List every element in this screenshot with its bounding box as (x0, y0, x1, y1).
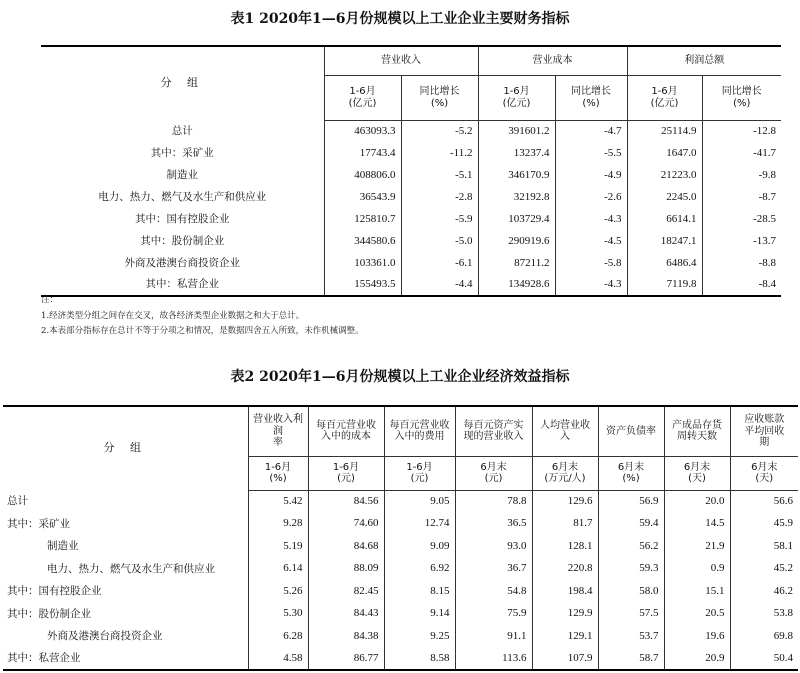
row-label: 其中：私营企业 (3, 648, 248, 671)
table2-title: 表2 2020年1—6月份规模以上工业企业经济效益指标 (230, 369, 570, 385)
table-cell: 91.1 (455, 625, 532, 648)
table-cell: 0.9 (664, 558, 730, 581)
header-line: (%) (430, 97, 449, 109)
table-cell: 69.8 (730, 625, 798, 648)
table2-unit-header (308, 456, 384, 490)
table-cell: -2.8 (401, 186, 478, 208)
header-line: 平均回收 (744, 425, 785, 437)
header-line: (天) (755, 473, 774, 484)
table2-column-header (730, 406, 798, 456)
table-row (41, 164, 781, 186)
table2-column-header (384, 406, 455, 456)
table-cell: -4.5 (555, 230, 627, 252)
header-line: (%) (269, 473, 287, 484)
header-line: (元) (337, 473, 355, 484)
table-cell: -4.3 (555, 274, 627, 296)
table-cell: 129.1 (532, 625, 598, 648)
table2-unit-header (248, 456, 308, 490)
table1-group-header: 分 组 (41, 46, 324, 120)
table-cell: 9.05 (384, 490, 455, 513)
table-cell: 12.74 (384, 513, 455, 536)
table-cell: 45.2 (730, 558, 798, 581)
table-row (3, 603, 798, 626)
table-cell: 6.14 (248, 558, 308, 581)
header-line: 1-6月 (406, 461, 433, 473)
header-line: 6月末 (683, 461, 711, 473)
table-cell: 53.7 (598, 625, 664, 648)
table-cell: 463093.3 (324, 120, 401, 142)
table-cell: 103729.4 (478, 208, 555, 230)
table-cell: -9.8 (702, 164, 781, 186)
table-cell: 56.2 (598, 535, 664, 558)
table-cell: -4.9 (555, 164, 627, 186)
row-label: 其中：股份制企业 (7, 607, 91, 620)
table2-unit-header (730, 456, 798, 490)
header-line: 1-6月 (264, 461, 292, 473)
table-cell: 54.8 (455, 580, 532, 603)
table-cell: -5.5 (555, 142, 627, 164)
table-cell: 344580.6 (324, 230, 401, 252)
table-cell: 391601.2 (478, 120, 555, 142)
header-line: 1-6月 (332, 461, 360, 473)
header-line: 入中的费用 (394, 431, 445, 443)
header-line: 6月末 (480, 461, 507, 473)
header-line: (亿元) (650, 97, 679, 109)
table-cell: 9.25 (384, 625, 455, 648)
table-cell: 88.09 (308, 558, 384, 581)
header-line: 6月末 (551, 461, 579, 473)
table-cell: 20.0 (664, 490, 730, 513)
header-line: (元) (484, 473, 503, 484)
table-cell: 346170.9 (478, 164, 555, 186)
header-line: (%) (582, 97, 600, 109)
table-cell: 21.9 (664, 535, 730, 558)
table-cell: 6.92 (384, 558, 455, 581)
table-cell: 45.9 (730, 513, 798, 536)
table-cell: -13.7 (702, 230, 781, 252)
table-cell: 82.45 (308, 580, 384, 603)
table-cell: 25114.9 (627, 120, 702, 142)
table-cell: 46.2 (730, 580, 798, 603)
table2-column-header (308, 406, 384, 456)
table-cell: 32192.8 (478, 186, 555, 208)
row-label: 其中：采矿业 (7, 517, 70, 530)
table-cell: -41.7 (702, 142, 781, 164)
table-cell: 129.9 (532, 603, 598, 626)
header-line: 率 (273, 437, 283, 448)
table-cell: -5.8 (555, 252, 627, 274)
table-cell: 1647.0 (627, 142, 702, 164)
header-line: 同比增长 (419, 86, 460, 97)
table1-note-2: 2.本表部分指标存在总计不等于分项之和情况，是数据四舍五入所致，未作机械调整。 (41, 326, 364, 336)
table-cell: 36543.9 (324, 186, 401, 208)
header-line: 入中的成本 (321, 431, 371, 443)
table-cell: 5.30 (248, 603, 308, 626)
table-cell: 4.58 (248, 648, 308, 671)
table2-column-header (455, 406, 532, 456)
table-cell: -2.6 (555, 186, 627, 208)
table-cell: -11.2 (401, 142, 478, 164)
table-cell: 2245.0 (627, 186, 702, 208)
table-cell: 59.4 (598, 513, 664, 536)
header-line: (万元/人) (544, 473, 586, 484)
table-cell: -5.1 (401, 164, 478, 186)
table-cell: 18247.1 (627, 230, 702, 252)
row-label: 制造业 (47, 540, 79, 553)
table-cell: 57.5 (598, 603, 664, 626)
table2-column-header (664, 406, 730, 456)
row-label: 其中：股份制企业 (140, 234, 225, 247)
table-cell: 56.6 (730, 490, 798, 513)
table2-unit-header (455, 456, 532, 490)
row-label: 其中：国有控股企业 (135, 212, 230, 225)
table-cell: -5.9 (401, 208, 478, 230)
table-cell: 74.60 (308, 513, 384, 536)
table-cell: 7119.8 (627, 274, 702, 296)
table1-subheader (555, 75, 627, 120)
header-line: (亿元) (348, 97, 377, 109)
table-cell: -4.7 (555, 120, 627, 142)
table-cell: 134928.6 (478, 274, 555, 296)
table-row (3, 535, 798, 558)
header-line: 入 (560, 431, 570, 443)
table2-unit-header (664, 456, 730, 490)
table-cell: 58.7 (598, 648, 664, 671)
table-cell: 36.5 (455, 513, 532, 536)
table-row (41, 120, 781, 142)
header-line: 6月末 (617, 461, 645, 473)
header-line: 营业收入利润 (253, 414, 303, 437)
table-cell: -5.2 (401, 120, 478, 142)
table-cell: 107.9 (532, 648, 598, 671)
table-cell: 9.14 (384, 603, 455, 626)
table-cell: 155493.5 (324, 274, 401, 296)
table-cell: -12.8 (702, 120, 781, 142)
table-cell: -8.4 (702, 274, 781, 296)
table-row (3, 490, 798, 513)
table-cell: 58.0 (598, 580, 664, 603)
table-row (41, 208, 781, 230)
table-cell: 84.38 (308, 625, 384, 648)
table-cell: 81.7 (532, 513, 598, 536)
table-cell: 84.43 (308, 603, 384, 626)
table2-unit-header (384, 456, 455, 490)
table-row (41, 186, 781, 208)
table1-header-revenue: 营业收入 (324, 46, 478, 75)
header-line: (天) (688, 473, 706, 484)
table-cell: 9.09 (384, 535, 455, 558)
table-row (41, 274, 781, 296)
table-cell: 6.28 (248, 625, 308, 648)
table1 (41, 45, 781, 297)
table-cell: 128.1 (532, 535, 598, 558)
header-line: 期 (759, 437, 770, 448)
header-line: 应收账款 (744, 414, 785, 425)
table-cell: 13237.4 (478, 142, 555, 164)
table-cell: 8.15 (384, 580, 455, 603)
table1-header-profit: 利润总额 (627, 46, 781, 75)
table-cell: 8.58 (384, 648, 455, 671)
table-cell: 59.3 (598, 558, 664, 581)
table-cell: -4.4 (401, 274, 478, 296)
header-line: 同比增长 (721, 86, 762, 97)
table1-subheader (478, 75, 555, 120)
table-row (41, 230, 781, 252)
header-line: 人均营业收 (540, 419, 590, 431)
header-line: 周转天数 (677, 431, 717, 443)
table-cell: 9.28 (248, 513, 308, 536)
row-label: 其中：私营企业 (41, 274, 324, 296)
table-cell: 86.77 (308, 648, 384, 671)
table1-title: 表1 2020年1—6月份规模以上工业企业主要财务指标 (230, 11, 570, 27)
table-row (41, 252, 781, 274)
table-row (3, 513, 798, 536)
table-row (41, 142, 781, 164)
table-cell: 84.68 (308, 535, 384, 558)
table-cell: 129.6 (532, 490, 598, 513)
table1-header-cost: 营业成本 (478, 46, 627, 75)
table1-subheader (401, 75, 478, 120)
table-cell: -8.7 (702, 186, 781, 208)
table-cell: 220.8 (532, 558, 598, 581)
table-cell: 58.1 (730, 535, 798, 558)
table2-unit-header (598, 456, 664, 490)
header-line: (亿元) (502, 97, 531, 109)
table-cell: 50.4 (730, 648, 798, 671)
table2-column-header (598, 406, 664, 456)
header-line: 1-6月 (651, 86, 678, 97)
header-line: (%) (622, 473, 640, 484)
header-line: 同比增长 (571, 86, 611, 97)
table-cell: 15.1 (664, 580, 730, 603)
table1-subheader (702, 75, 781, 120)
table-cell: 78.8 (455, 490, 532, 513)
table-cell: 125810.7 (324, 208, 401, 230)
row-label: 外商及港澳台商投资企业 (47, 630, 163, 643)
table-cell: 20.5 (664, 603, 730, 626)
header-line: 1-6月 (503, 86, 530, 97)
table1-note-heading: 注： (41, 295, 59, 305)
header-line: 每百元资产实 (463, 419, 524, 431)
row-label: 总计 (7, 495, 28, 508)
table-cell: -4.3 (555, 208, 627, 230)
table-cell: -8.8 (702, 252, 781, 274)
header-line: (元) (410, 473, 429, 484)
header-line: 每百元营业收 (316, 419, 376, 431)
row-label: 其中：国有控股企业 (7, 585, 102, 598)
table2-group-header: 分 组 (3, 406, 248, 490)
table-cell: 17743.4 (324, 142, 401, 164)
table2-column-header (248, 406, 308, 456)
table-cell: 5.19 (248, 535, 308, 558)
table-cell: 6614.1 (627, 208, 702, 230)
header-line: 现的营业收入 (463, 431, 524, 443)
row-label: 电力、热力、燃气及水生产和供应业 (47, 562, 215, 575)
table-cell: 5.26 (248, 580, 308, 603)
table-row (3, 648, 798, 671)
row-label: 其中：采矿业 (150, 146, 214, 159)
row-label: 外商及港澳台商投资企业 (124, 256, 240, 269)
row-label: 电力、热力、燃气及水生产和供应业 (98, 190, 267, 203)
table-row (3, 558, 798, 581)
header-line: (%) (733, 97, 751, 109)
table-cell: -6.1 (401, 252, 478, 274)
table1-subheader (627, 75, 702, 120)
header-line: 1-6月 (349, 86, 376, 97)
header-line: 资产负债率 (606, 425, 656, 437)
table-cell: 103361.0 (324, 252, 401, 274)
table-cell: 408806.0 (324, 164, 401, 186)
table-cell: 290919.6 (478, 230, 555, 252)
table-row (3, 625, 798, 648)
table-cell: 75.9 (455, 603, 532, 626)
table-cell: 53.8 (730, 603, 798, 626)
table-cell: 36.7 (455, 558, 532, 581)
table-cell: 19.6 (664, 625, 730, 648)
table-cell: 21223.0 (627, 164, 702, 186)
table-cell: 5.42 (248, 490, 308, 513)
row-label: 制造业 (166, 168, 198, 181)
header-line: 6月末 (751, 461, 778, 473)
table-cell: 14.5 (664, 513, 730, 536)
table2-column-header (532, 406, 598, 456)
header-line: 产成品存货 (672, 419, 722, 431)
table-row (3, 580, 798, 603)
table-cell: 20.9 (664, 648, 730, 671)
table-cell: -28.5 (702, 208, 781, 230)
table1-subheader (324, 75, 401, 120)
table2-unit-header (532, 456, 598, 490)
table-cell: 6486.4 (627, 252, 702, 274)
table-cell: 93.0 (455, 535, 532, 558)
table1-note-1: 1.经济类型分组之间存在交叉，故各经济类型企业数据之和大于总计。 (41, 311, 305, 321)
table-cell: 87211.2 (478, 252, 555, 274)
table-cell: -5.0 (401, 230, 478, 252)
header-line: 每百元营业收 (389, 419, 450, 431)
table2 (3, 405, 798, 671)
row-label: 总计 (171, 124, 193, 137)
table-cell: 84.56 (308, 490, 384, 513)
table-cell: 113.6 (455, 648, 532, 671)
table-cell: 198.4 (532, 580, 598, 603)
table-cell: 56.9 (598, 490, 664, 513)
